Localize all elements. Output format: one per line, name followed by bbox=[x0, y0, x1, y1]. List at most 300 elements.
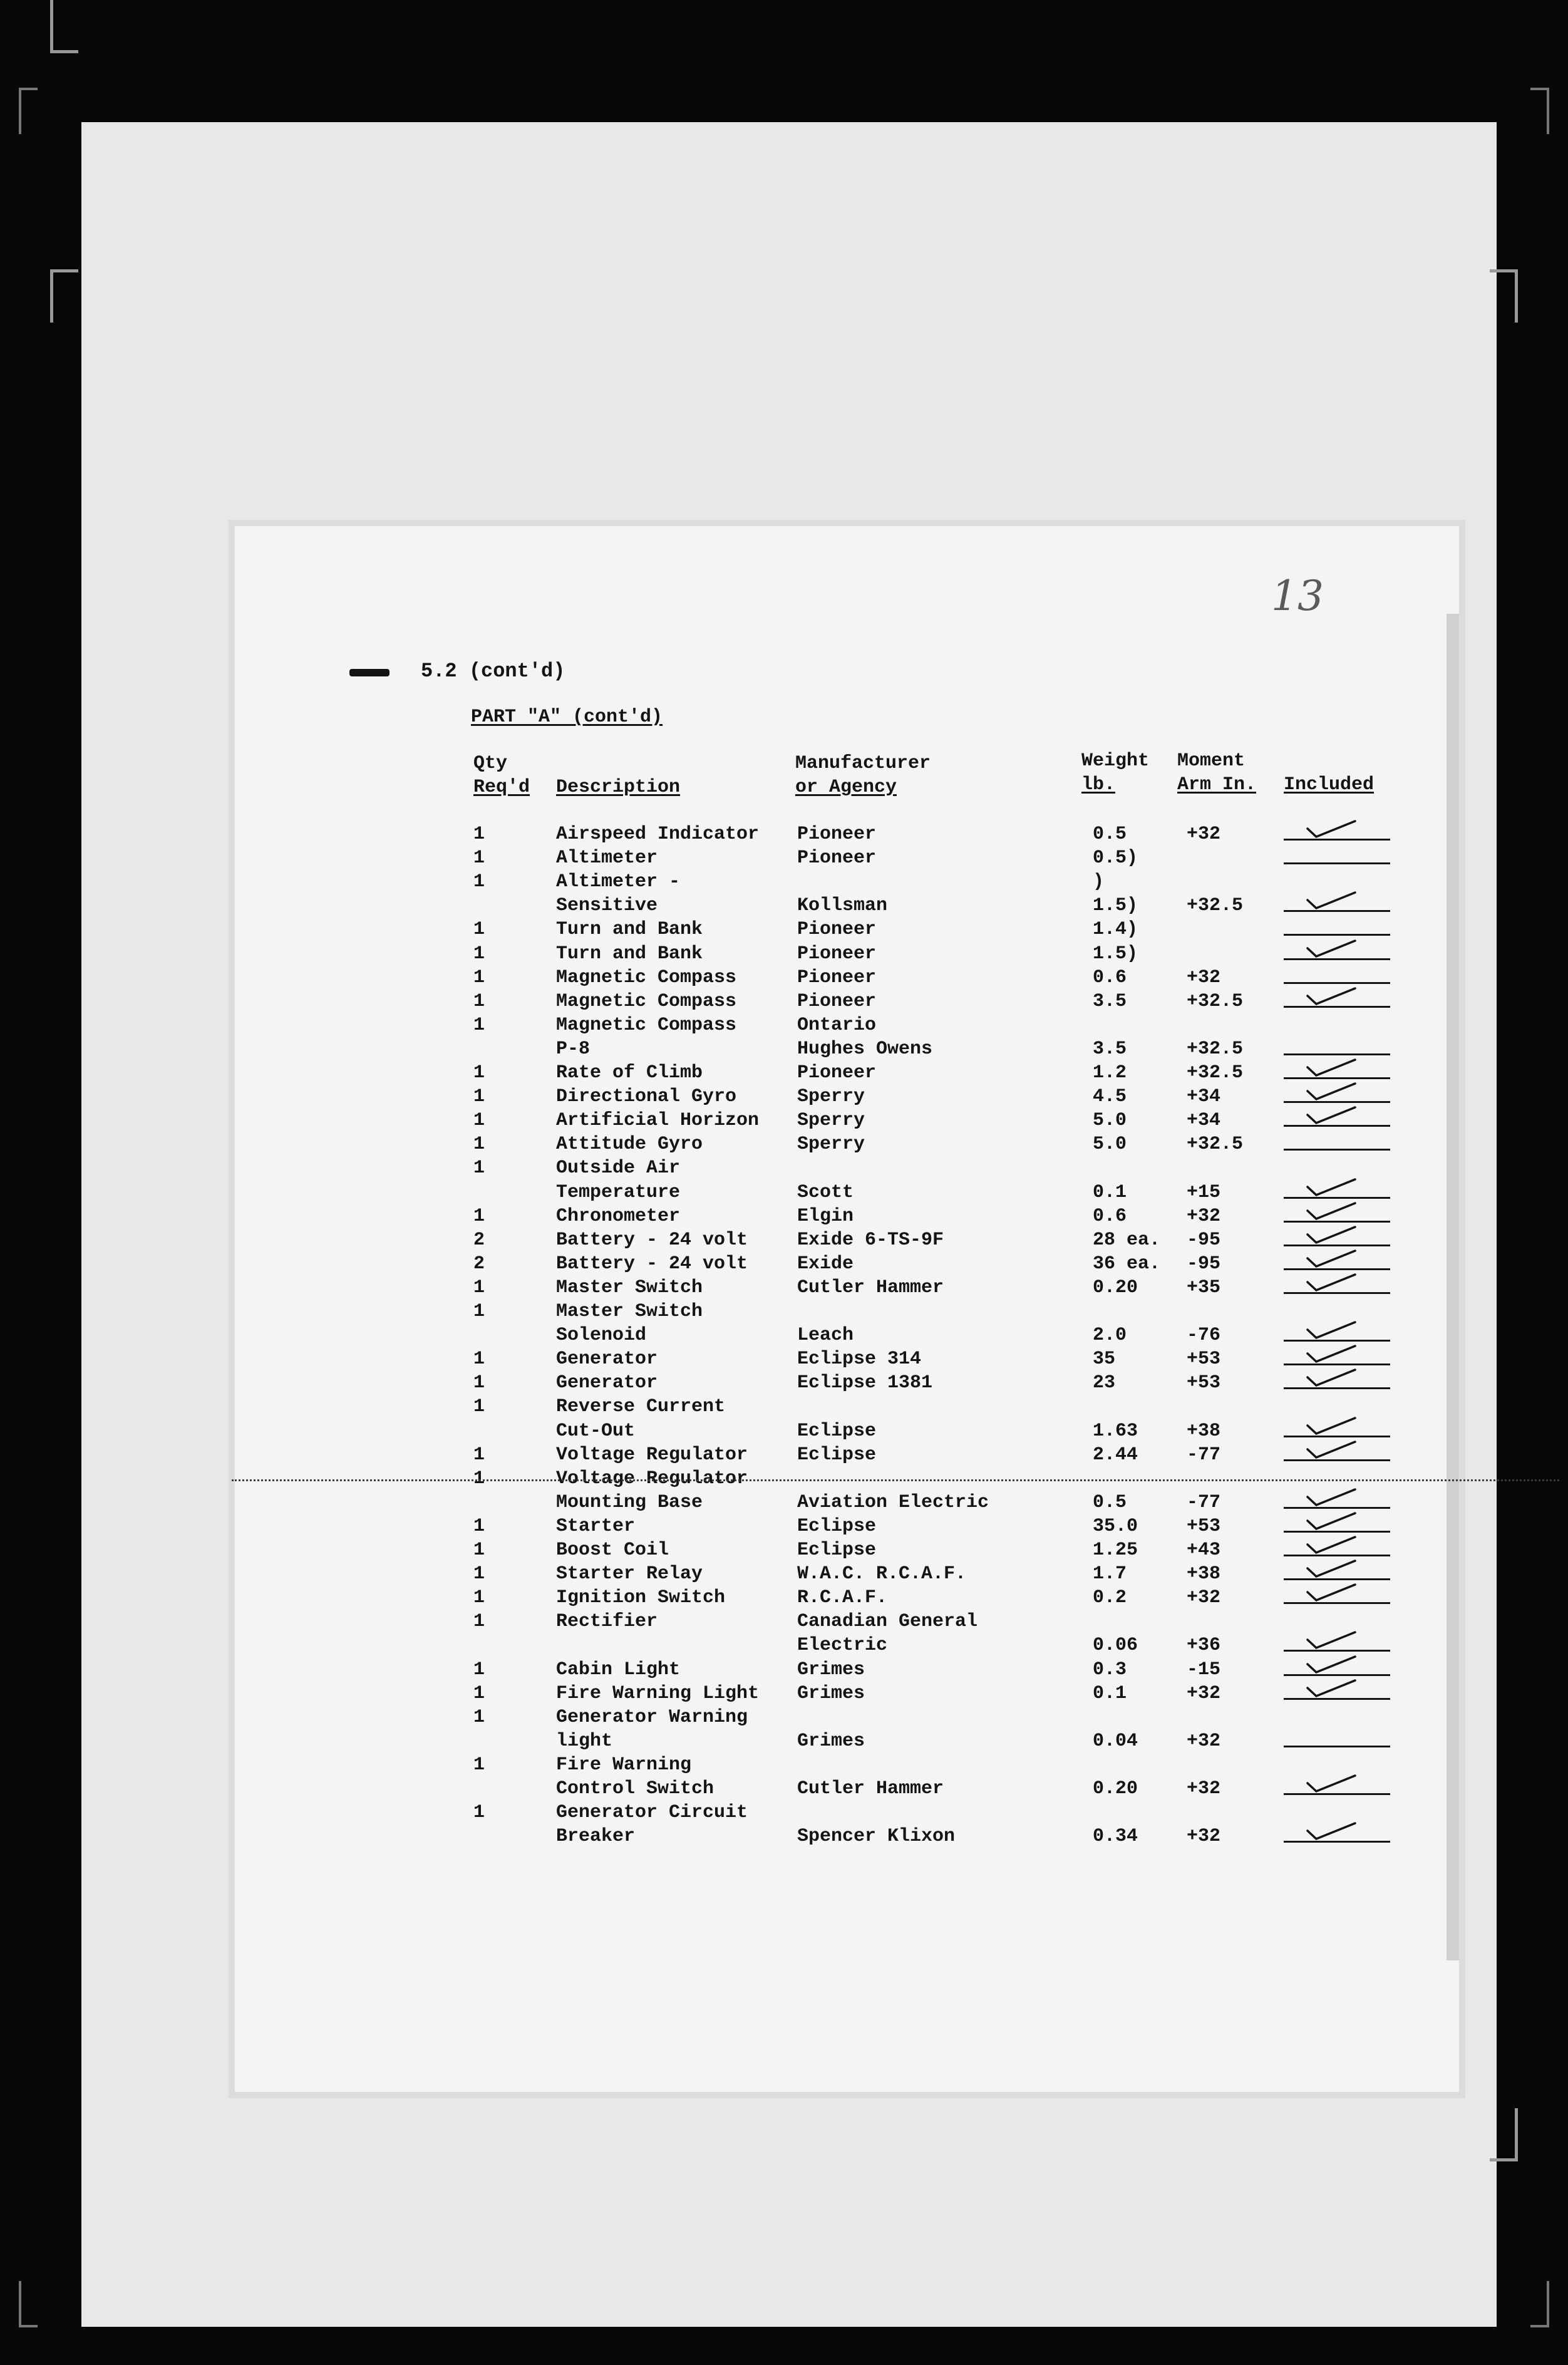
moment-arm-cell: +32.5 bbox=[1187, 1134, 1244, 1155]
weight-cell: 0.04 bbox=[1093, 1731, 1138, 1752]
checkmark-icon bbox=[1302, 1560, 1359, 1578]
crop-mark-bottom-right bbox=[1530, 2281, 1549, 2327]
qty-cell: 1 bbox=[473, 1157, 485, 1179]
included-line bbox=[1284, 1507, 1390, 1509]
table-row bbox=[0, 1658, 1568, 1682]
manufacturer-cell: Pioneer bbox=[797, 991, 877, 1012]
checkmark-icon bbox=[1302, 1655, 1359, 1674]
section-heading: 5.2 (cont'd) bbox=[421, 660, 565, 683]
moment-arm-cell: +32 bbox=[1187, 1826, 1221, 1847]
moment-arm-cell: +53 bbox=[1187, 1516, 1221, 1537]
frame-corner-top-left bbox=[50, 269, 78, 323]
table-row bbox=[0, 1562, 1568, 1586]
manufacturer-cell: Grimes bbox=[797, 1683, 865, 1704]
manufacturer-cell: W.A.C. R.C.A.F. bbox=[797, 1563, 967, 1585]
header-manufacturer-line2: or Agency bbox=[795, 777, 897, 798]
table-row bbox=[0, 1753, 1568, 1777]
header-description: Description bbox=[556, 777, 681, 798]
qty-cell: 1 bbox=[473, 1468, 485, 1489]
manufacturer-cell: Elgin bbox=[797, 1206, 854, 1227]
manufacturer-cell: Eclipse bbox=[797, 1516, 877, 1537]
manufacturer-cell: Eclipse bbox=[797, 1421, 877, 1442]
included-line bbox=[1284, 1555, 1390, 1556]
qty-cell: 1 bbox=[473, 1301, 485, 1322]
description-cell: Generator Circuit bbox=[556, 1802, 748, 1823]
header-manufacturer-line1: Manufacturer bbox=[795, 753, 931, 774]
weight-cell: 0.5 bbox=[1093, 1492, 1127, 1513]
included-line bbox=[1284, 1077, 1390, 1079]
qty-cell: 2 bbox=[473, 1229, 485, 1251]
crop-mark-top-right bbox=[1530, 88, 1549, 134]
qty-cell: 1 bbox=[473, 1372, 485, 1394]
manufacturer-cell: Sperry bbox=[797, 1134, 865, 1155]
moment-arm-cell: +32 bbox=[1187, 1683, 1221, 1704]
description-cell: Battery - 24 volt bbox=[556, 1229, 748, 1251]
header-weight-line1: Weight bbox=[1081, 750, 1150, 772]
description-cell: Magnetic Compass bbox=[556, 967, 737, 988]
moment-arm-cell: +38 bbox=[1187, 1563, 1221, 1585]
weight-cell: 1.63 bbox=[1093, 1421, 1138, 1442]
included-line bbox=[1284, 1841, 1390, 1843]
manufacturer-cell: Eclipse 314 bbox=[797, 1348, 922, 1370]
checkmark-icon bbox=[1302, 1774, 1359, 1793]
moment-arm-cell: -15 bbox=[1187, 1659, 1221, 1680]
description-cell: Rectifier bbox=[556, 1611, 658, 1632]
checkmark-icon bbox=[1302, 1321, 1359, 1340]
moment-arm-cell: +32.5 bbox=[1187, 991, 1244, 1012]
moment-arm-cell: +53 bbox=[1187, 1348, 1221, 1370]
table-row bbox=[0, 1132, 1568, 1156]
checkmark-icon bbox=[1302, 1273, 1359, 1292]
checkmark-icon bbox=[1302, 1082, 1359, 1101]
description-cell: Generator bbox=[556, 1372, 658, 1394]
weight-cell: 0.5) bbox=[1093, 847, 1138, 869]
weight-cell: 1.7 bbox=[1093, 1563, 1127, 1585]
moment-arm-cell: -77 bbox=[1187, 1444, 1221, 1466]
checkmark-icon bbox=[1302, 891, 1359, 910]
table-row bbox=[0, 1156, 1568, 1180]
header-weight-line2: lb. bbox=[1081, 774, 1116, 795]
table-row bbox=[0, 1705, 1568, 1729]
table-row bbox=[0, 846, 1568, 870]
description-cell: Ignition Switch bbox=[556, 1587, 726, 1608]
section-arrow-marker bbox=[349, 669, 389, 676]
table-row bbox=[0, 1491, 1568, 1514]
included-line bbox=[1284, 1268, 1390, 1270]
table-row bbox=[0, 1228, 1568, 1252]
manufacturer-cell: Pioneer bbox=[797, 967, 877, 988]
included-line bbox=[1284, 1459, 1390, 1461]
table-row bbox=[0, 1109, 1568, 1132]
weight-cell: 1.5) bbox=[1093, 943, 1138, 965]
checkmark-icon bbox=[1302, 1202, 1359, 1221]
checkmark-icon bbox=[1302, 1631, 1359, 1650]
qty-cell: 1 bbox=[473, 1754, 485, 1776]
qty-cell: 1 bbox=[473, 871, 485, 893]
moment-arm-cell: -95 bbox=[1187, 1253, 1221, 1275]
checkmark-icon bbox=[1302, 987, 1359, 1006]
weight-cell: 35.0 bbox=[1093, 1516, 1138, 1537]
description-cell: Reverse Current bbox=[556, 1396, 726, 1417]
table-row bbox=[0, 1801, 1568, 1824]
included-line bbox=[1284, 1364, 1390, 1365]
moment-arm-cell: +32 bbox=[1187, 1206, 1221, 1227]
included-line bbox=[1284, 1698, 1390, 1700]
qty-cell: 1 bbox=[473, 967, 485, 988]
frame-corner-top-right bbox=[1490, 269, 1518, 323]
description-cell: Breaker bbox=[556, 1826, 636, 1847]
moment-arm-cell: +32 bbox=[1187, 824, 1221, 845]
description-cell: Master Switch bbox=[556, 1301, 703, 1322]
table-row bbox=[0, 1443, 1568, 1467]
table-row bbox=[0, 1777, 1568, 1801]
checkmark-icon bbox=[1302, 1417, 1359, 1436]
moment-arm-cell: +43 bbox=[1187, 1540, 1221, 1561]
weight-cell: 5.0 bbox=[1093, 1134, 1127, 1155]
moment-arm-cell: +32.5 bbox=[1187, 1062, 1244, 1084]
checkmark-icon bbox=[1302, 1250, 1359, 1268]
table-row bbox=[0, 1586, 1568, 1610]
table-row bbox=[0, 1037, 1568, 1061]
qty-cell: 1 bbox=[473, 1396, 485, 1417]
weight-cell: 0.5 bbox=[1093, 824, 1127, 845]
included-line bbox=[1284, 1650, 1390, 1652]
manufacturer-cell: Sperry bbox=[797, 1110, 865, 1131]
description-cell: Magnetic Compass bbox=[556, 1015, 737, 1036]
checkmark-icon bbox=[1302, 1345, 1359, 1364]
included-line bbox=[1284, 1125, 1390, 1127]
manufacturer-cell: Kollsman bbox=[797, 895, 888, 916]
table-row bbox=[0, 1610, 1568, 1633]
qty-cell: 1 bbox=[473, 1015, 485, 1036]
table-row bbox=[0, 894, 1568, 918]
table-row bbox=[0, 966, 1568, 990]
included-line bbox=[1284, 1578, 1390, 1580]
header-qty-line1: Qty bbox=[473, 753, 508, 774]
checkmark-icon bbox=[1302, 1058, 1359, 1077]
qty-cell: 1 bbox=[473, 1086, 485, 1107]
manufacturer-cell: Sperry bbox=[797, 1086, 865, 1107]
description-cell: light bbox=[556, 1731, 613, 1752]
checkmark-icon bbox=[1302, 1369, 1359, 1387]
description-cell: Temperature bbox=[556, 1182, 681, 1203]
description-cell: Mounting Base bbox=[556, 1492, 703, 1513]
description-cell: Airspeed Indicator bbox=[556, 824, 760, 845]
weight-cell: 4.5 bbox=[1093, 1086, 1127, 1107]
included-line bbox=[1284, 1053, 1390, 1055]
manufacturer-cell: Eclipse 1381 bbox=[797, 1372, 933, 1394]
weight-cell: 0.3 bbox=[1093, 1659, 1127, 1680]
included-line bbox=[1284, 1436, 1390, 1437]
manufacturer-cell: Canadian General bbox=[797, 1611, 978, 1632]
description-cell: Altimeter - bbox=[556, 871, 681, 893]
description-cell: Turn and Bank bbox=[556, 919, 703, 940]
table-row bbox=[0, 1824, 1568, 1848]
description-cell: Starter Relay bbox=[556, 1563, 703, 1585]
description-cell: Master Switch bbox=[556, 1277, 703, 1298]
header-qty-line2: Req'd bbox=[473, 777, 530, 798]
weight-cell: 1.5) bbox=[1093, 895, 1138, 916]
manufacturer-cell: Exide bbox=[797, 1253, 854, 1275]
part-title: PART "A" (cont'd) bbox=[471, 706, 663, 728]
checkmark-icon bbox=[1302, 1226, 1359, 1245]
description-cell: Solenoid bbox=[556, 1325, 647, 1346]
description-cell: Sensitive bbox=[556, 895, 658, 916]
weight-cell: 0.2 bbox=[1093, 1587, 1127, 1608]
moment-arm-cell: +36 bbox=[1187, 1635, 1221, 1656]
moment-arm-cell: +34 bbox=[1187, 1086, 1221, 1107]
table-row bbox=[0, 1276, 1568, 1300]
description-cell: Turn and Bank bbox=[556, 943, 703, 965]
manufacturer-cell: R.C.A.F. bbox=[797, 1587, 888, 1608]
table-row bbox=[0, 1085, 1568, 1109]
weight-cell: 0.6 bbox=[1093, 1206, 1127, 1227]
weight-cell: 3.5 bbox=[1093, 1038, 1127, 1060]
manufacturer-cell: Pioneer bbox=[797, 919, 877, 940]
included-line bbox=[1284, 1531, 1390, 1533]
qty-cell: 1 bbox=[473, 1277, 485, 1298]
qty-cell: 1 bbox=[473, 1348, 485, 1370]
table-row bbox=[0, 1682, 1568, 1705]
crop-mark-top-left bbox=[19, 88, 38, 134]
manufacturer-cell: Cutler Hammer bbox=[797, 1277, 944, 1298]
included-line bbox=[1284, 1602, 1390, 1604]
checkmark-icon bbox=[1302, 939, 1359, 958]
table-row bbox=[0, 1061, 1568, 1085]
table-row bbox=[0, 1181, 1568, 1204]
included-line bbox=[1284, 1793, 1390, 1795]
manufacturer-cell: Grimes bbox=[797, 1659, 865, 1680]
header-moment-line1: Moment bbox=[1177, 750, 1246, 772]
checkmark-icon bbox=[1302, 1441, 1359, 1459]
table-row bbox=[0, 1204, 1568, 1228]
manufacturer-cell: Grimes bbox=[797, 1731, 865, 1752]
manufacturer-cell: Hughes Owens bbox=[797, 1038, 933, 1060]
weight-cell: 0.1 bbox=[1093, 1182, 1127, 1203]
included-line bbox=[1284, 862, 1390, 864]
table-row bbox=[0, 1252, 1568, 1276]
weight-cell: 1.25 bbox=[1093, 1540, 1138, 1561]
manufacturer-cell: Exide 6-TS-9F bbox=[797, 1229, 944, 1251]
moment-arm-cell: +32 bbox=[1187, 1731, 1221, 1752]
checkmark-icon bbox=[1302, 1178, 1359, 1197]
included-line bbox=[1284, 910, 1390, 912]
checkmark-icon bbox=[1302, 1583, 1359, 1602]
moment-arm-cell: -76 bbox=[1187, 1325, 1221, 1346]
description-cell: Outside Air bbox=[556, 1157, 681, 1179]
checkmark-icon bbox=[1302, 1822, 1359, 1841]
weight-cell: 35 bbox=[1093, 1348, 1116, 1370]
manufacturer-cell: Eclipse bbox=[797, 1540, 877, 1561]
table-row bbox=[0, 1729, 1568, 1753]
table-row bbox=[0, 1467, 1568, 1491]
table-row bbox=[0, 1538, 1568, 1562]
description-cell: Cut-Out bbox=[556, 1421, 636, 1442]
manufacturer-cell: Spencer Klixon bbox=[797, 1826, 956, 1847]
description-cell: Magnetic Compass bbox=[556, 991, 737, 1012]
crop-mark-bottom-left bbox=[19, 2281, 38, 2327]
description-cell: Control Switch bbox=[556, 1778, 714, 1799]
moment-arm-cell: +32 bbox=[1187, 967, 1221, 988]
manufacturer-cell: Ontario bbox=[797, 1015, 877, 1036]
included-line bbox=[1284, 839, 1390, 841]
description-cell: Voltage Regulator bbox=[556, 1468, 748, 1489]
table-row bbox=[0, 1300, 1568, 1323]
qty-cell: 1 bbox=[473, 1444, 485, 1466]
moment-arm-cell: +35 bbox=[1187, 1277, 1221, 1298]
manufacturer-cell: Leach bbox=[797, 1325, 854, 1346]
qty-cell: 1 bbox=[473, 1611, 485, 1632]
description-cell: Directional Gyro bbox=[556, 1086, 737, 1107]
moment-arm-cell: +38 bbox=[1187, 1421, 1221, 1442]
weight-cell: 1.4) bbox=[1093, 919, 1138, 940]
checkmark-icon bbox=[1302, 1679, 1359, 1698]
qty-cell: 1 bbox=[473, 919, 485, 940]
description-cell: Battery - 24 volt bbox=[556, 1253, 748, 1275]
weight-cell: 28 ea. bbox=[1093, 1229, 1161, 1251]
manufacturer-cell: Pioneer bbox=[797, 847, 877, 869]
description-cell: Artificial Horizon bbox=[556, 1110, 760, 1131]
moment-arm-cell: -77 bbox=[1187, 1492, 1221, 1513]
description-cell: Boost Coil bbox=[556, 1540, 669, 1561]
moment-arm-cell: +32 bbox=[1187, 1587, 1221, 1608]
weight-cell: 0.20 bbox=[1093, 1277, 1138, 1298]
qty-cell: 1 bbox=[473, 1587, 485, 1608]
weight-cell: 0.34 bbox=[1093, 1826, 1138, 1847]
weight-cell: 0.20 bbox=[1093, 1778, 1138, 1799]
table-row bbox=[0, 942, 1568, 966]
manufacturer-cell: Eclipse bbox=[797, 1444, 877, 1466]
qty-cell: 1 bbox=[473, 1802, 485, 1823]
table-row bbox=[0, 1514, 1568, 1538]
weight-cell: 23 bbox=[1093, 1372, 1116, 1394]
checkmark-icon bbox=[1302, 1512, 1359, 1531]
description-cell: Rate of Climb bbox=[556, 1062, 703, 1084]
description-cell: P-8 bbox=[556, 1038, 591, 1060]
included-line bbox=[1284, 1006, 1390, 1008]
weight-cell: 36 ea. bbox=[1093, 1253, 1161, 1275]
included-line bbox=[1284, 982, 1390, 984]
description-cell: Starter bbox=[556, 1516, 636, 1537]
included-line bbox=[1284, 934, 1390, 936]
weight-cell: 2.0 bbox=[1093, 1325, 1127, 1346]
perforation-line bbox=[232, 1479, 1559, 1481]
manufacturer-cell: Pioneer bbox=[797, 824, 877, 845]
table-row bbox=[0, 990, 1568, 1013]
manufacturer-cell: Electric bbox=[797, 1635, 888, 1656]
description-cell: Generator bbox=[556, 1348, 658, 1370]
checkmark-icon bbox=[1302, 1488, 1359, 1507]
table-row bbox=[0, 822, 1568, 846]
description-cell: Fire Warning bbox=[556, 1754, 692, 1776]
weight-cell: 3.5 bbox=[1093, 991, 1127, 1012]
qty-cell: 1 bbox=[473, 1134, 485, 1155]
frame-corner-bottom-right bbox=[1490, 2108, 1518, 2161]
description-cell: Fire Warning Light bbox=[556, 1683, 760, 1704]
qty-cell: 1 bbox=[473, 1659, 485, 1680]
table-row bbox=[0, 1633, 1568, 1657]
included-line bbox=[1284, 1245, 1390, 1246]
weight-cell: 0.06 bbox=[1093, 1635, 1138, 1656]
description-cell: Generator Warning bbox=[556, 1707, 748, 1728]
header-moment-line2: Arm In. bbox=[1177, 774, 1257, 795]
table-row bbox=[0, 1395, 1568, 1419]
description-cell: Cabin Light bbox=[556, 1659, 681, 1680]
description-cell: Chronometer bbox=[556, 1206, 681, 1227]
table-row bbox=[0, 1419, 1568, 1443]
qty-cell: 1 bbox=[473, 1110, 485, 1131]
qty-cell: 2 bbox=[473, 1253, 485, 1275]
moment-arm-cell: +32.5 bbox=[1187, 895, 1244, 916]
manufacturer-cell: Cutler Hammer bbox=[797, 1778, 944, 1799]
moment-arm-cell: +15 bbox=[1187, 1182, 1221, 1203]
weight-cell: 0.6 bbox=[1093, 967, 1127, 988]
qty-cell: 1 bbox=[473, 847, 485, 869]
included-line bbox=[1284, 1674, 1390, 1676]
qty-cell: 1 bbox=[473, 1062, 485, 1084]
qty-cell: 1 bbox=[473, 1683, 485, 1704]
moment-arm-cell: +32.5 bbox=[1187, 1038, 1244, 1060]
table-row bbox=[0, 1013, 1568, 1037]
description-cell: Voltage Regulator bbox=[556, 1444, 748, 1466]
included-line bbox=[1284, 1746, 1390, 1747]
included-line bbox=[1284, 1221, 1390, 1223]
manufacturer-cell: Pioneer bbox=[797, 1062, 877, 1084]
included-line bbox=[1284, 1387, 1390, 1389]
table-row bbox=[0, 870, 1568, 894]
qty-cell: 1 bbox=[473, 1206, 485, 1227]
weight-cell: ) bbox=[1093, 871, 1105, 893]
manufacturer-cell: Aviation Electric bbox=[797, 1492, 989, 1513]
included-line bbox=[1284, 1292, 1390, 1294]
included-line bbox=[1284, 958, 1390, 960]
qty-cell: 1 bbox=[473, 1516, 485, 1537]
header-included: Included bbox=[1284, 774, 1375, 795]
weight-cell: 1.2 bbox=[1093, 1062, 1127, 1084]
qty-cell: 1 bbox=[473, 1540, 485, 1561]
weight-cell: 0.1 bbox=[1093, 1683, 1127, 1704]
frame-corner-bottom-left bbox=[50, 0, 78, 53]
description-cell: Attitude Gyro bbox=[556, 1134, 703, 1155]
description-cell: Altimeter bbox=[556, 847, 658, 869]
included-line bbox=[1284, 1149, 1390, 1151]
checkmark-icon bbox=[1302, 1536, 1359, 1555]
weight-cell: 2.44 bbox=[1093, 1444, 1138, 1466]
qty-cell: 1 bbox=[473, 824, 485, 845]
table-row bbox=[0, 918, 1568, 941]
weight-cell: 5.0 bbox=[1093, 1110, 1127, 1131]
table-row bbox=[0, 1323, 1568, 1347]
table-row bbox=[0, 1371, 1568, 1395]
qty-cell: 1 bbox=[473, 943, 485, 965]
included-line bbox=[1284, 1197, 1390, 1199]
moment-arm-cell: +53 bbox=[1187, 1372, 1221, 1394]
included-line bbox=[1284, 1340, 1390, 1342]
checkmark-icon bbox=[1302, 820, 1359, 839]
manufacturer-cell: Pioneer bbox=[797, 943, 877, 965]
qty-cell: 1 bbox=[473, 1707, 485, 1728]
checkmark-icon bbox=[1302, 1106, 1359, 1125]
table-row bbox=[0, 1347, 1568, 1371]
qty-cell: 1 bbox=[473, 1563, 485, 1585]
qty-cell: 1 bbox=[473, 991, 485, 1012]
moment-arm-cell: -95 bbox=[1187, 1229, 1221, 1251]
page-number: 13 bbox=[1271, 572, 1324, 620]
manufacturer-cell: Scott bbox=[797, 1182, 854, 1203]
moment-arm-cell: +32 bbox=[1187, 1778, 1221, 1799]
included-line bbox=[1284, 1101, 1390, 1103]
moment-arm-cell: +34 bbox=[1187, 1110, 1221, 1131]
